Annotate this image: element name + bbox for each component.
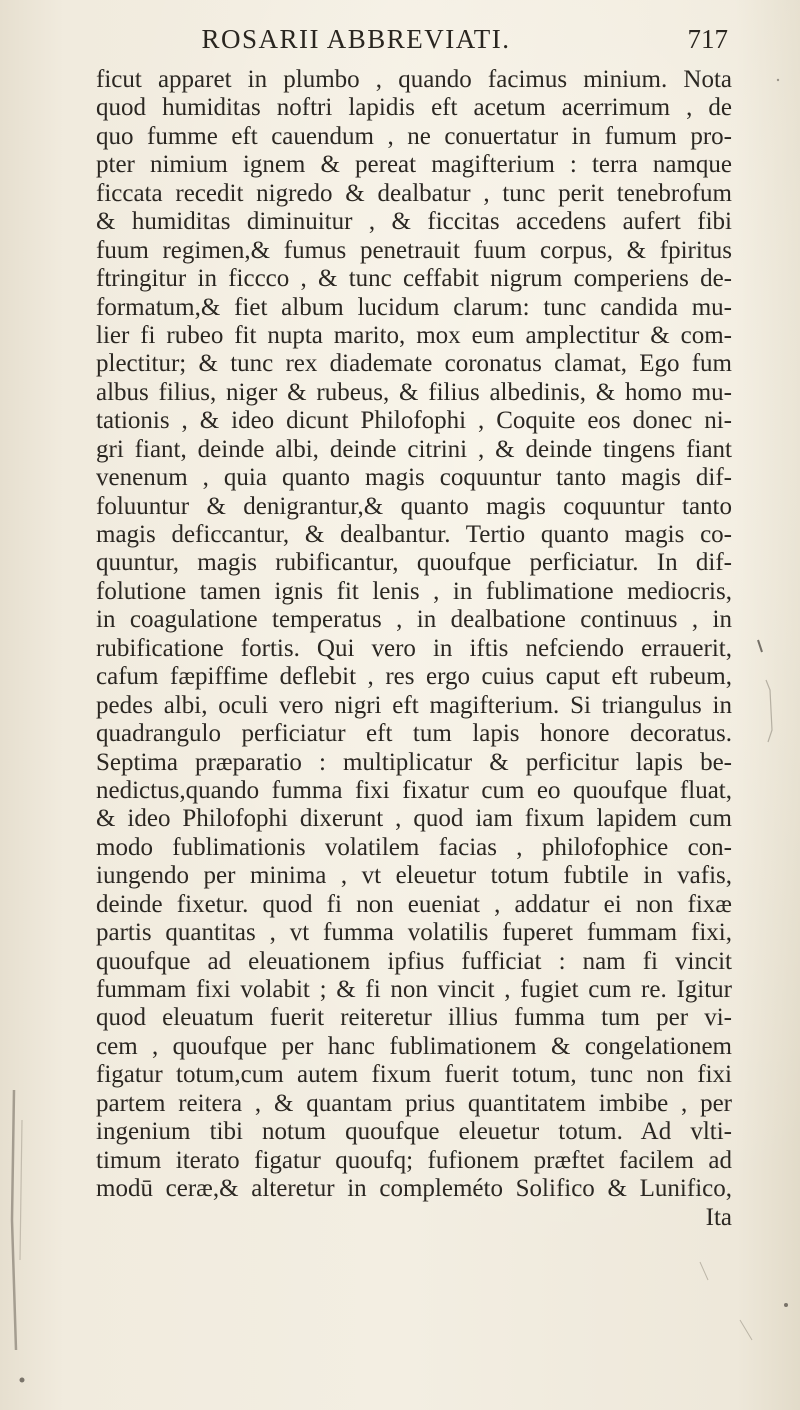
text-line: partem reitera , & quantam prius quantitatem imbibe , per: [96, 1089, 732, 1117]
text-line: quod humiditas noftri lapidis eft acetum acerrimum , de: [96, 94, 732, 122]
text-line: quo fumme eft cauendum , ne conuertatur in fumum pro-: [96, 122, 732, 150]
text-line: Septima præparatio : multiplicatur & perficitur lapis be-: [96, 748, 732, 776]
text-line: figatur totum,cum autem fixum fuerit totum, tunc non fixi: [96, 1061, 732, 1089]
text-line: pedes albi, oculi vero nigri eft magifterium. Si triangulus in: [96, 691, 732, 719]
text-line: gri fiant, deinde albi, deinde citrini , & deinde tingens fiant: [96, 435, 732, 463]
text-line: ingenium tibi notum quoufque eleuetur totum. Ad vlti-: [96, 1118, 732, 1146]
text-line: quadrangulo perficiatur eft tum lapis honore decoratus.: [96, 720, 732, 748]
text-line: iungendo per minima , vt eleuetur totum fubtile in vafis,: [96, 862, 732, 890]
page-number: 717: [687, 24, 728, 54]
text-line: quod eleuatum fuerit reiteretur illius fumma tum per vi-: [96, 1004, 732, 1032]
text-line: & ideo Philofophi dixerunt , quod iam fixum lapidem cum: [96, 805, 732, 833]
text-line: ftringitur in ficcco , & tunc ceffabit nigrum comperiens de-: [96, 265, 732, 293]
text-line: venenum , quia quanto magis coquuntur tanto magis dif-: [96, 464, 732, 492]
text-line: fuum regimen,& fumus penetrauit fuum corpus, & fpiritus: [96, 236, 732, 264]
text-line: magis deficcantur, & dealbantur. Tertio quanto magis co-: [96, 521, 732, 548]
text-line: partis quantitas , vt fumma volatilis fuperet fummam fixi,: [96, 919, 732, 947]
text-line: quuntur, magis rubificantur, quoufque perficiatur. In dif-: [96, 549, 732, 577]
text-line: folutione tamen ignis fit lenis , in fublimatione mediocris,: [96, 577, 732, 605]
text-line: modū ceræ,& alteretur in compleméto Solifico & Lunifico,: [96, 1175, 732, 1203]
text-line: nedictus,quando fumma fixi fixatur cum eo quoufque fluat,: [96, 776, 732, 804]
running-header: [96, 24, 728, 60]
text-line: timum iterato figatur quoufq; fufionem præftet facilem ad: [96, 1146, 732, 1174]
text-line: plectitur; & tunc rex diademate coronatus clamat, Ego fum: [96, 350, 732, 378]
text-line: albus filius, niger & rubeus, & filius albedinis, & homo mu-: [96, 378, 732, 406]
text-line: cafum fæpiffime deflebit , res ergo cuius caput eft rubeum,: [96, 663, 732, 691]
text-line: pter nimium ignem & pereat magifterium : terra namque: [96, 151, 732, 179]
running-title: ROSARII ABBREVIATI.: [201, 24, 511, 54]
text-line: modo fublimationis volatilem facias , philofophice con-: [96, 833, 732, 861]
text-line: tationis , & ideo dicunt Philofophi , Coquite eos donec ni-: [96, 407, 732, 435]
text-line: in coagulatione temperatus , in dealbatione continuus , in: [96, 606, 732, 634]
text-line: rubificatione fortis. Qui vero in iftis nefciendo errauerit,: [96, 634, 732, 662]
text-line: foluuntur & denigrantur,& quanto magis coquuntur tanto: [96, 492, 732, 520]
text-line: cem , quoufque per hanc fublimationem & congelationem: [96, 1032, 732, 1060]
catchword: Ita: [705, 1203, 732, 1231]
text-line: fummam fixi volabit ; & fi non vincit , fugiet cum re. Igitur: [96, 976, 732, 1003]
text-line: lier fi rubeo fit nupta marito, mox eum amplectitur & com-: [96, 321, 732, 349]
text-line: quoufque ad eleuationem ipfius fufficiat : nam fi vincit: [96, 947, 732, 975]
text-line: formatum,& fiet album lucidum clarum: tunc candida mu-: [96, 293, 732, 321]
text-line: deinde fixetur. quod fi non eueniat , addatur ei non fixæ: [96, 890, 732, 918]
text-line: ficut apparet in plumbo , quando facimus minium. Nota: [96, 66, 732, 93]
text-line: ficcata recedit nigredo & dealbatur , tunc perit tenebrofum: [96, 179, 732, 207]
body-text: [96, 66, 732, 1232]
text-line: & humiditas diminuitur , & ficcitas accedens aufert fibi: [96, 208, 732, 236]
